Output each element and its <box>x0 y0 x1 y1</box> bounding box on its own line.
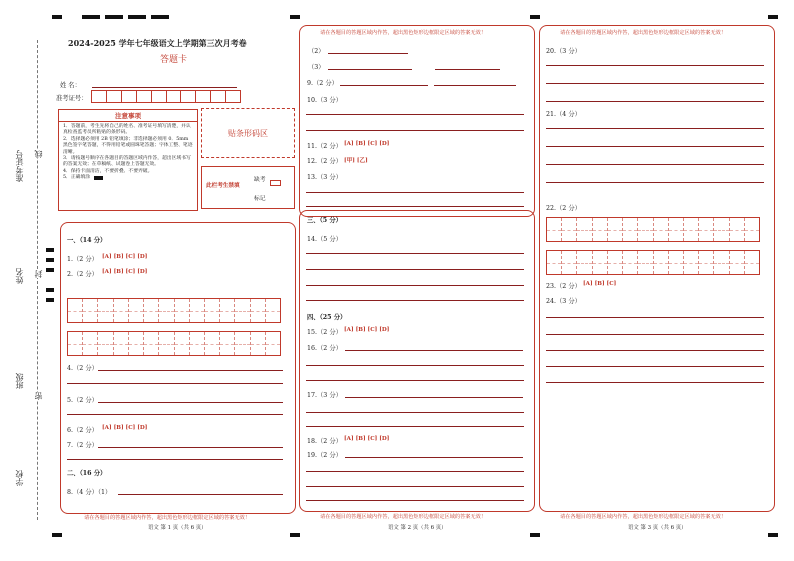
answer-line[interactable] <box>306 486 524 487</box>
answer-line[interactable] <box>118 494 283 495</box>
position-mark <box>105 15 123 19</box>
absent-label: 此栏考生禁填 <box>206 183 240 189</box>
question-label: 11.（2 分） <box>307 143 342 150</box>
answer-line[interactable] <box>98 370 283 371</box>
answer-line[interactable] <box>546 182 764 183</box>
page-title: 2024-2025 学年七年级语文上学期第三次月考卷 <box>68 38 247 48</box>
answer-line[interactable] <box>345 457 523 458</box>
answer-line[interactable] <box>67 383 283 384</box>
writing-grid[interactable] <box>67 331 281 356</box>
note-item: 3．请按题号顺序在各题目的答题区域内作答，超出区域书写的答案无效；在草稿纸、试题卷上答题无效。 <box>63 156 191 168</box>
answer-line[interactable] <box>306 412 524 413</box>
note-item: 4．保持卡面清洁，不要折叠、不要弄破。 <box>63 168 153 174</box>
question-label: 24.（3 分） <box>546 298 581 305</box>
page-number: 语文 第 3 页（共 6 页） <box>628 525 687 531</box>
page-subtitle: 答题卡 <box>160 55 188 65</box>
question-label: 1.（2 分） <box>67 256 98 263</box>
question-label: 8.（4 分）（1） <box>67 489 112 496</box>
absent-checkbox[interactable] <box>270 180 281 186</box>
answer-line[interactable] <box>67 414 283 415</box>
section-heading: 三、（5 分） <box>307 217 342 224</box>
choice-options[interactable]: [A] [B] [C] [D] <box>102 254 148 260</box>
position-mark <box>768 15 778 19</box>
question-label: 17.（3 分） <box>307 392 342 399</box>
answer-line[interactable] <box>345 350 523 351</box>
question-label: 18.（2 分） <box>307 438 342 445</box>
question-label: 16.（2 分） <box>307 345 342 352</box>
writing-grid[interactable] <box>546 250 760 275</box>
barcode-area <box>201 108 295 158</box>
answer-line[interactable] <box>306 500 524 501</box>
question-label: （3） <box>308 64 325 71</box>
section-heading: 二、（16 分） <box>67 470 107 477</box>
position-mark <box>151 15 169 19</box>
question-label: 7.（2 分） <box>67 442 98 449</box>
absent-mark-label: 标记 <box>254 196 266 202</box>
warning-text: 请在各题目的答题区域内作答，超出黑色矩形边框限定区域的答案无效！ <box>320 30 487 36</box>
position-mark <box>128 15 146 19</box>
absent-box <box>201 166 295 209</box>
answer-line[interactable] <box>546 317 764 318</box>
answer-line[interactable] <box>546 101 764 102</box>
answer-line[interactable] <box>546 164 764 165</box>
answer-line[interactable] <box>328 69 412 70</box>
question-label: 20.（3 分） <box>546 48 581 55</box>
position-mark <box>46 248 54 252</box>
question-label: 10.（3 分） <box>307 97 342 104</box>
question-label: 4.（2 分） <box>67 365 98 372</box>
choice-options[interactable]: [A] [B] [C] [D] <box>344 327 390 333</box>
answer-line[interactable] <box>306 300 524 301</box>
warning-text: 请在各题目的答题区域内作答，超出黑色矩形边框限定区域的答案无效！ <box>84 515 251 521</box>
question-label: 15.（2 分） <box>307 329 342 336</box>
choice-options[interactable]: [A] [B] [C] <box>583 281 617 287</box>
question-label: 21.（4 分） <box>546 111 581 118</box>
side-seal-text: 密 <box>34 392 43 400</box>
answer-line[interactable] <box>328 53 408 54</box>
question-label: 23.（2 分） <box>546 283 581 290</box>
answer-line[interactable] <box>546 366 764 367</box>
position-mark <box>52 533 62 537</box>
position-mark <box>46 268 54 272</box>
filled-sample <box>94 176 103 180</box>
side-school: 学校 <box>15 470 24 486</box>
position-mark <box>46 258 54 262</box>
answer-line[interactable] <box>306 285 524 286</box>
answer-line[interactable] <box>306 114 524 115</box>
choice-options[interactable]: [甲] [乙] <box>344 158 368 164</box>
name-label: 姓 名： <box>60 82 81 89</box>
answer-line[interactable] <box>306 380 524 381</box>
choice-options[interactable]: [A] [B] [C] [D] <box>344 141 390 147</box>
writing-grid[interactable] <box>67 298 281 323</box>
barcode-label: 贴条形码区 <box>228 128 268 138</box>
choice-options[interactable]: [A] [B] [C] [D] <box>344 436 390 442</box>
warning-text: 请在各题目的答题区域内作答，超出黑色矩形边框限定区域的答案无效！ <box>560 514 727 520</box>
answer-line[interactable] <box>546 382 764 383</box>
writing-grid[interactable] <box>546 217 760 242</box>
question-label: 2.（2 分） <box>67 271 98 278</box>
question-label: 6.（2 分） <box>67 427 98 434</box>
position-mark <box>530 533 540 537</box>
answer-line[interactable] <box>306 130 524 131</box>
position-mark <box>46 288 54 292</box>
absent-mark-label: 缺考 <box>254 177 266 183</box>
section-heading: 四、（25 分） <box>307 314 347 321</box>
side-seal-text: 封 <box>34 270 43 278</box>
note-item: 1．答题前，考生先将自己的姓名、准考证号填写清楚，并认真检查监考员所粘贴的条形码。 <box>63 124 191 136</box>
name-field[interactable] <box>92 87 237 88</box>
question-label: 22.（2 分） <box>546 205 581 212</box>
question-label: 14.（5 分） <box>307 236 342 243</box>
choice-options[interactable]: [A] [B] [C] [D] <box>102 269 148 275</box>
answer-line[interactable] <box>546 65 764 66</box>
answer-line[interactable] <box>340 85 428 86</box>
question-label: 5.（2 分） <box>67 397 98 404</box>
answer-line[interactable] <box>306 253 524 254</box>
warning-text: 请在各题目的答题区域内作答，超出黑色矩形边框限定区域的答案无效！ <box>560 30 727 36</box>
page-number: 语文 第 2 页（共 6 页） <box>388 525 447 531</box>
answer-line[interactable] <box>98 447 283 448</box>
answer-line[interactable] <box>546 146 764 147</box>
position-mark <box>82 15 100 19</box>
question-label: （2） <box>308 48 325 55</box>
answer-line[interactable] <box>306 206 524 207</box>
answer-panel-3 <box>299 210 535 512</box>
answer-line[interactable] <box>306 426 524 427</box>
notes-title: 注意事项 <box>59 110 197 122</box>
question-label: 12.（2 分） <box>307 158 342 165</box>
position-mark <box>530 15 540 19</box>
question-label: 9.（2 分） <box>307 80 338 87</box>
position-mark <box>768 533 778 537</box>
position-mark <box>290 15 300 19</box>
choice-options[interactable]: [A] [B] [C] [D] <box>102 425 148 431</box>
side-seal-text: 线 <box>34 150 43 158</box>
side-exam-id: 准考证号 <box>15 150 24 182</box>
side-class: 班级 <box>15 373 24 389</box>
notes-box <box>58 109 198 211</box>
question-label: 13.（3 分） <box>307 174 342 181</box>
answer-line[interactable] <box>306 269 524 270</box>
answer-line[interactable] <box>345 397 523 398</box>
answer-line[interactable] <box>306 471 524 472</box>
section-heading: 一、（14 分） <box>67 237 107 244</box>
question-label: 19.（2 分） <box>307 452 342 459</box>
answer-line[interactable] <box>546 83 764 84</box>
answer-line[interactable] <box>435 69 500 70</box>
side-name: 姓名 <box>15 268 24 284</box>
binding-line <box>37 40 38 520</box>
answer-line[interactable] <box>67 459 283 460</box>
answer-line[interactable] <box>546 350 764 351</box>
note-item: 5．正确填涂 <box>63 175 91 181</box>
warning-text: 请在各题目的答题区域内作答，超出黑色矩形边框限定区域的答案无效！ <box>320 514 487 520</box>
position-mark <box>52 15 62 19</box>
exam-id-label: 准考证号： <box>56 95 88 102</box>
page-number: 语文 第 1 页（共 6 页） <box>148 525 207 531</box>
position-mark <box>290 533 300 537</box>
answer-line[interactable] <box>98 402 283 403</box>
position-mark <box>46 298 54 302</box>
note-item: 2．选择题必须用 2B 铅笔填涂；非选择题必须用 0．5mm 黑色签字笔答题，不得用铅笔或圆珠笔答题；字体工整、笔迹清晰。 <box>63 136 193 155</box>
answer-line[interactable] <box>434 85 516 86</box>
answer-line[interactable] <box>546 334 764 335</box>
answer-line[interactable] <box>546 128 764 129</box>
exam-id-boxes[interactable] <box>91 90 241 103</box>
answer-line[interactable] <box>306 365 524 366</box>
answer-line[interactable] <box>306 192 524 193</box>
